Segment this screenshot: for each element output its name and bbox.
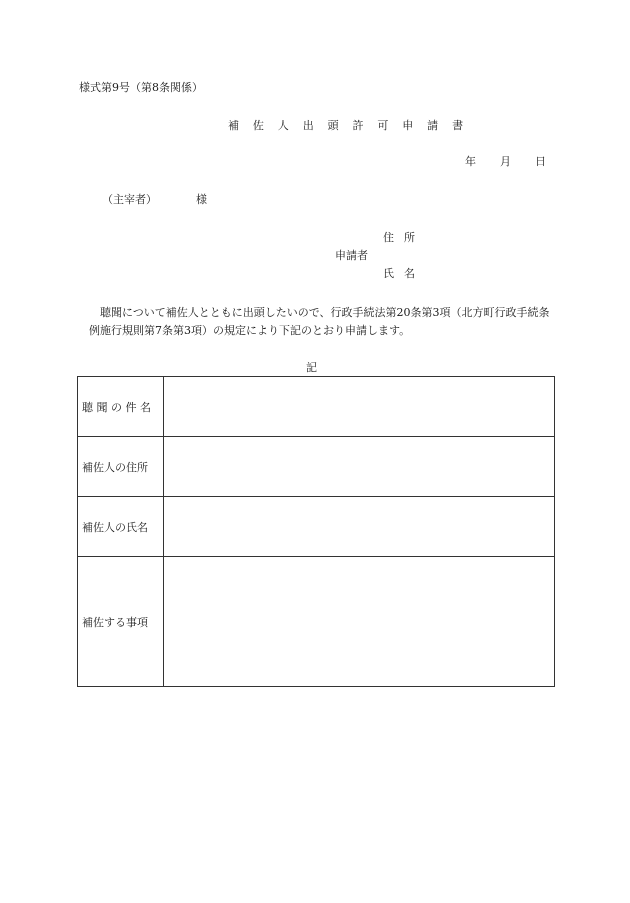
- applicant-name-label: 氏名: [383, 267, 425, 280]
- recipient-label: （主宰者）: [102, 193, 157, 206]
- date-year-label: 年: [465, 155, 476, 168]
- row-value-assistant-name[interactable]: [164, 497, 555, 557]
- ki-heading: 記: [306, 361, 317, 374]
- form-number: 様式第9号（第8条関係）: [79, 81, 203, 94]
- row-value-assisted-matters[interactable]: [164, 557, 555, 687]
- application-body-text: 聴聞について補佐人とともに出頭したいので、行政手続法第20条第3項（北方町行政手続条例施行規則第7条第3項）の規定により下記のとおり申請します。: [89, 306, 550, 337]
- document-title: 補 佐 人 出 頭 許 可 申 請 書: [228, 119, 469, 132]
- table-row: [78, 377, 555, 437]
- row-label-assistant-address: 補佐人の住所: [78, 437, 164, 497]
- row-value-assistant-address[interactable]: [164, 437, 555, 497]
- row-label-assisted-matters: 補佐する事項: [78, 557, 164, 687]
- row-label-hearing-subject: 聴 聞 の 件 名: [78, 377, 164, 437]
- row-value-hearing-subject[interactable]: [164, 377, 555, 437]
- applicant-address-label: 住所: [383, 231, 425, 244]
- table-row: [78, 497, 555, 557]
- recipient-honorific: 様: [196, 193, 207, 206]
- date-day-label: 日: [535, 155, 546, 168]
- application-items-table: [77, 376, 555, 687]
- table-row: [78, 557, 555, 687]
- date-month-label: 月: [500, 155, 511, 168]
- row-label-assistant-name: 補佐人の氏名: [78, 497, 164, 557]
- table-row: [78, 437, 555, 497]
- applicant-role-label: 申請者: [335, 249, 368, 262]
